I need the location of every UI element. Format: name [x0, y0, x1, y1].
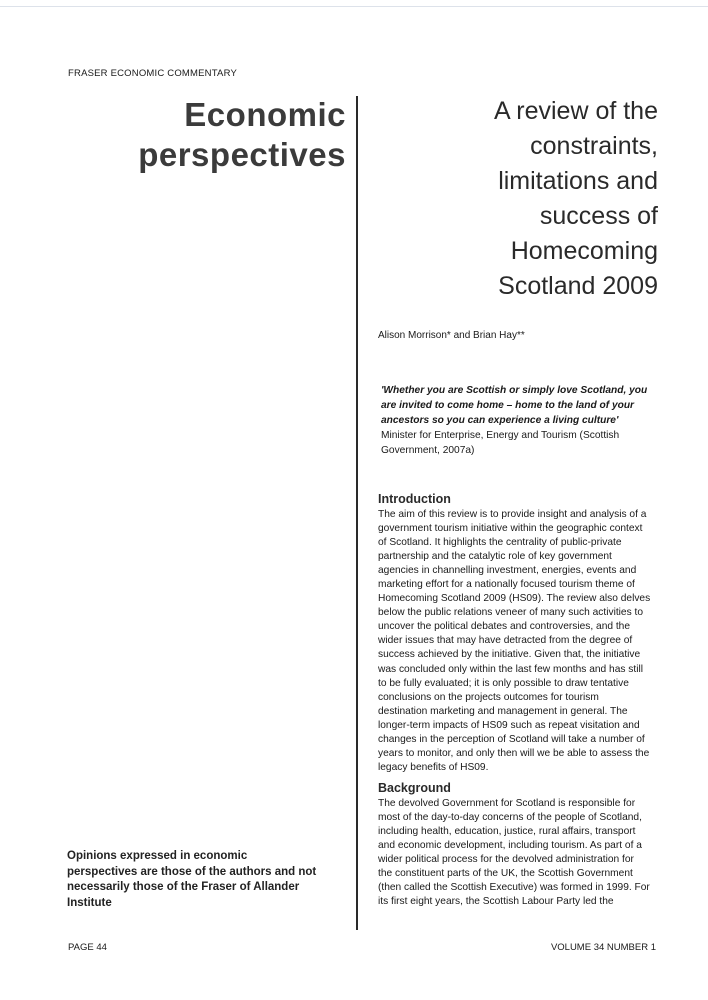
body-line: and economic development, including tourism. As part of a — [378, 840, 642, 852]
body-line: below the public relations veneer of many such activities to — [378, 607, 644, 619]
epigraph — [381, 383, 671, 458]
epigraph-attribution — [381, 428, 671, 458]
introduction-heading: Introduction — [378, 492, 451, 506]
top-rule — [0, 6, 708, 7]
introduction-body — [378, 508, 678, 775]
body-line: success achieved by the initiative. Given that, the initiative — [378, 649, 641, 661]
epigraph-quote — [381, 383, 671, 428]
epigraph-line: are invited to come home – home to the land of your — [381, 400, 635, 411]
epigraph-line: ancestors so you can experience a living culture' — [381, 415, 619, 426]
volume-number: VOLUME 34 NUMBER 1 — [550, 942, 656, 953]
article-title-line: A review of the — [494, 97, 658, 125]
body-line: years to monitor, and only then will we be able to assess the — [378, 747, 650, 759]
body-line: was concluded only within the last few months and has still — [378, 663, 644, 675]
background-body — [378, 797, 678, 909]
article-title-line: Homecoming — [510, 237, 658, 265]
body-line: marketing effort for a nationally focused tourism theme of — [378, 579, 635, 591]
body-line: the constituent parts of the UK, the Scottish Government — [378, 868, 633, 880]
background-heading: Background — [378, 781, 451, 795]
body-line: wider issues that may have detracted from the degree of — [378, 635, 633, 647]
authors: Alison Morrison* and Brian Hay** — [378, 330, 525, 341]
body-line: including health, education, justice, rural affairs, transport — [378, 826, 636, 838]
article-title-line: Scotland 2009 — [498, 272, 658, 300]
page-number: PAGE 44 — [68, 942, 107, 953]
body-line: government tourism initiative within the geographic context — [378, 523, 643, 535]
body-line: agencies in channelling investment, energies, events and — [378, 565, 637, 577]
body-line: of Scotland. It highlights the centrality of public-private — [378, 537, 622, 549]
body-line: Homecoming Scotland 2009 (HS09). The review also delves — [378, 593, 651, 605]
disclaimer-line: Institute — [67, 896, 112, 909]
body-line: The devolved Government for Scotland is responsible for — [378, 798, 636, 809]
section-title-line: perspectives — [138, 136, 346, 173]
disclaimer-line: perspectives are those of the authors and not — [67, 865, 317, 878]
body-line: partnership and the catalytic role of key government — [378, 551, 612, 563]
article-title — [380, 94, 658, 304]
disclaimer-line: Opinions expressed in economic — [67, 850, 248, 862]
body-line: its first eight years, the Scottish Labour Party led the — [378, 896, 614, 908]
section-title-line: Economic — [184, 96, 346, 133]
body-line: longer-term impacts of HS09 such as repeat visitation and — [378, 719, 640, 731]
body-line: destination marketing and management in general. The — [378, 705, 628, 717]
article-title-line: limitations and — [498, 167, 658, 195]
column-divider — [356, 96, 358, 930]
article-title-line: constraints, — [530, 132, 658, 160]
disclaimer-line: necessarily those of the Fraser of Allander — [67, 881, 300, 893]
body-line: changes in the perception of Scotland will take a number of — [378, 733, 645, 745]
body-line: most of the day-to-day concerns of the people of Scotland, — [378, 812, 642, 824]
body-line: legacy benefits of HS09. — [378, 761, 489, 773]
attribution-line: Minister for Enterprise, Energy and Tourism (Scottish — [381, 430, 620, 441]
body-line: (then called the Scottish Executive) was formed in 1999. For — [378, 882, 650, 894]
series-label: FRASER ECONOMIC COMMENTARY — [68, 68, 237, 79]
body-line: wider political process for the devolved administration for — [378, 854, 634, 866]
body-line: The aim of this review is to provide insight and analysis of a — [378, 509, 647, 520]
body-line: uncover the political debates and controversies, and the — [378, 621, 631, 633]
body-line: to be fully evaluated; it is only possible to draw tentative — [378, 677, 629, 689]
attribution-line: Government, 2007a) — [381, 445, 475, 456]
disclaimer-note — [67, 849, 349, 911]
epigraph-line: 'Whether you are Scottish or simply love Scotland, you — [381, 385, 648, 396]
body-line: conclusions on the projects outcomes for tourism — [378, 691, 599, 703]
article-title-line: success of — [539, 202, 658, 230]
section-title — [60, 95, 346, 175]
